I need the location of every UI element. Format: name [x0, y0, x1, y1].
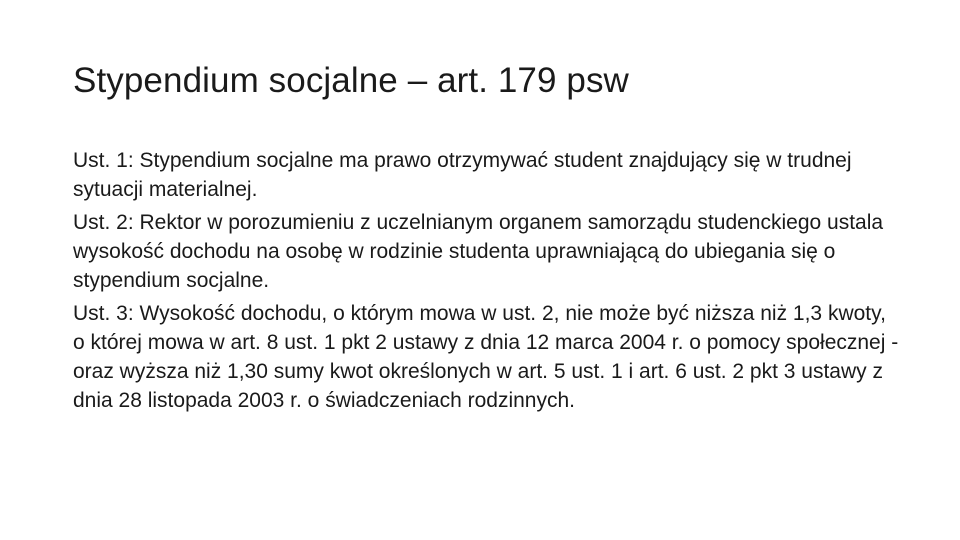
slide-body — [73, 146, 903, 419]
paragraph-ust-3: Ust. 3: Wysokość dochodu, o którym mowa w ust. 2, nie może być niższa niż 1,3 kwoty, o której mowa w art. 8 ust. 1 pkt 2 ustawy z dnia 12 marca 2004 r. o pomocy społecznej - oraz wyższa niż 1,30 sumy kwot określonych w art. 5 ust. 1 i art. 6 ust. 2 pkt 3 ustawy z dnia 28 listopada 2003 r. o świadczeniach rodzinnych. — [73, 302, 899, 412]
slide-title: Stypendium socjalne – art. 179 psw — [73, 61, 629, 100]
paragraph-ust-1: Ust. 1: Stypendium socjalne ma prawo otrzymywać student znajdujący się w trudnej sytuacji materialnej. — [73, 149, 852, 201]
paragraph-ust-2: Ust. 2: Rektor w porozumieniu z uczelnianym organem samorządu studenckiego ustala wysokość dochodu na osobę w rodzinie studenta uprawniającą do ubiegania się o stypendium socjalne. — [73, 211, 884, 292]
